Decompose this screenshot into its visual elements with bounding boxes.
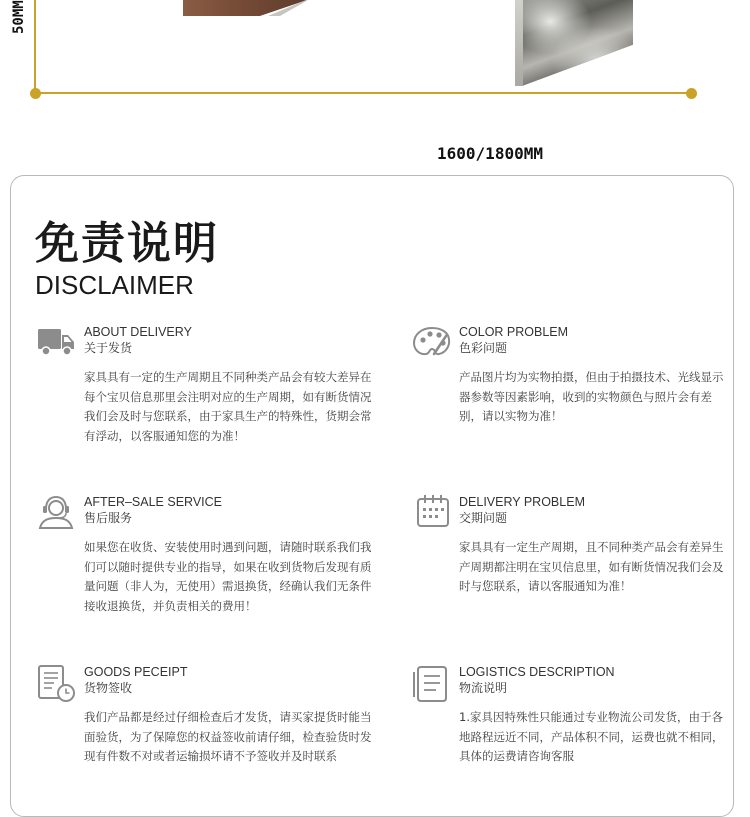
disclaimer-title-cn: 免责说明: [35, 218, 219, 269]
section-title-cn: 交期问题: [459, 511, 508, 525]
calendar-icon: [412, 494, 452, 534]
section-title-en: COLOR PROBLEM: [459, 325, 569, 339]
section-title-en: AFTER–SALE SERVICE: [84, 495, 223, 509]
section-title-cn: 售后服务: [84, 511, 133, 525]
dimension-line-horizontal: [35, 92, 691, 94]
height-dimension-label: 50MM: [11, 0, 27, 34]
stone-slab-edge: [515, 0, 523, 86]
section-body: 如果您在收货、安装使用时遇到问题，请随时联系我们我们可以随时提供专业的指导，如果在收到货物后发现有质量问题（非人为，无使用）需退换货，经确认我们无条件接收退换货，并负责相关的费用！: [84, 540, 372, 613]
disclaimer-title-en: DISCLAIMER: [35, 270, 194, 300]
dimension-graphic: [0, 0, 750, 175]
document-icon: [412, 664, 452, 704]
section-body: 我们产品都是经过仔细检查后才发货，请买家提货时能当面验货，为了保障您的权益签收前请仔细，检查验货时发现有件数不对或者运输损坏请不予签收并及时联系: [84, 710, 372, 763]
section-body: 1.家具因特殊性只能通过专业物流公司发货，由于各地路程远近不同，产品体积不同，运费也就不相同，具体的运费请咨询客服: [459, 710, 724, 763]
receipt-clock-icon: [37, 664, 77, 704]
section-body: 家具具有一定的生产周期且不同种类产品会有较大差异在每个宝贝信息那里会注明对应的生产周期，如有断货情况我们会及时与您联系，由于家具生产的特殊性，货期会常有浮动，以客服通知您的为准！: [84, 370, 372, 443]
section-body: 产品图片均为实物拍摄，但由于拍摄技术、光线显示器参数等因素影响，收到的实物颜色与照片会有差别，请以实物为准！: [459, 370, 724, 423]
stone-slab-image: [515, 0, 633, 86]
section-body: 家具具有一定生产周期，且不同种类产品会有差异生产周期都注明在宝贝信息里，如有断货情况我们会及时与您联系，请以客服通知为准！: [459, 540, 724, 593]
section-title-cn: 货物签收: [84, 681, 133, 695]
section-title-cn: 关于发货: [84, 341, 133, 355]
dimension-endpoint-right: [686, 88, 697, 99]
section-title-cn: 色彩问题: [459, 341, 508, 355]
section-title-cn: 物流说明: [459, 681, 508, 695]
section-title-en: ABOUT DELIVERY: [84, 325, 192, 339]
dimension-line-vertical: [34, 0, 36, 94]
palette-icon: [412, 324, 452, 364]
section-title-en: DELIVERY PROBLEM: [459, 495, 585, 509]
size-label: 1600/1800MM: [437, 144, 543, 163]
section-title-en: LOGISTICS DESCRIPTION: [459, 665, 615, 679]
section-title-en: GOODS PECEIPT: [84, 665, 188, 679]
headset-icon: [37, 494, 77, 534]
dimension-endpoint-left: [30, 88, 41, 99]
truck-icon: [37, 324, 77, 364]
